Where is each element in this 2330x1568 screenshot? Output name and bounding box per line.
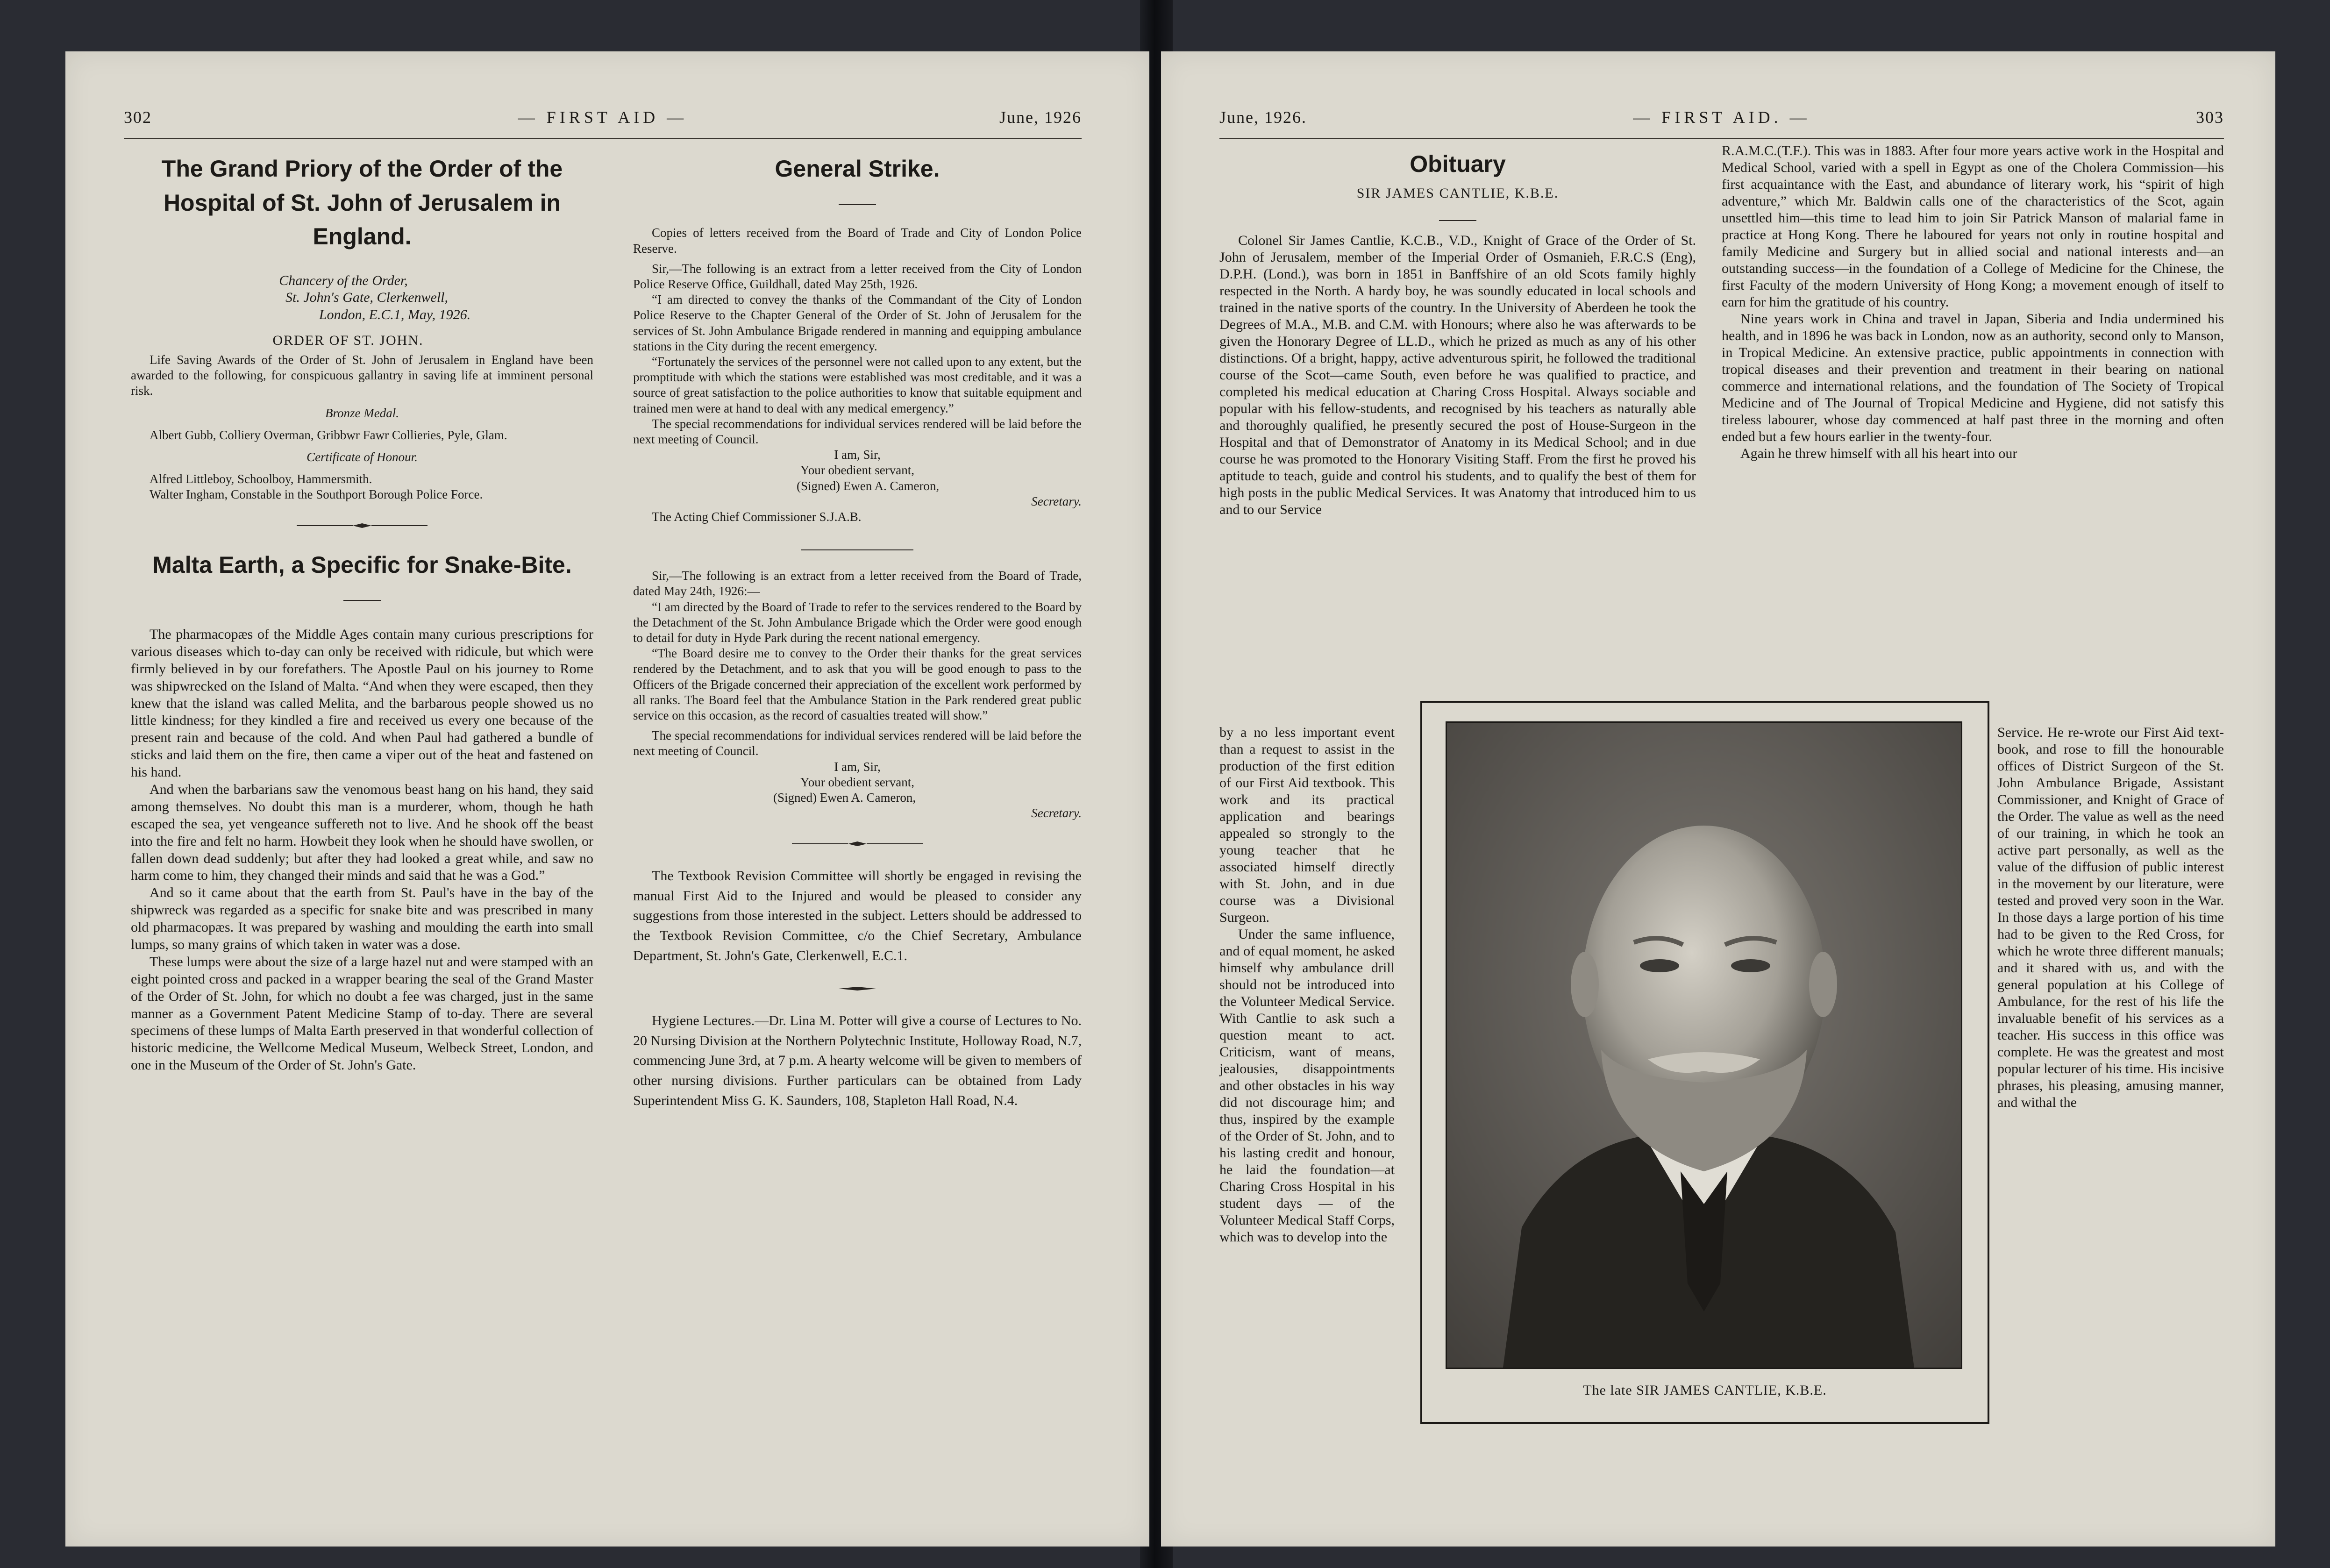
certificate-recipient-1: Alfred Littleboy, Schoolboy, Hammersmith. bbox=[150, 472, 372, 486]
bronze-medal-heading: Bronze Medal. bbox=[325, 406, 399, 420]
textbook-ornament bbox=[633, 980, 1082, 997]
priory-order-heading: ORDER OF ST. JOHN. bbox=[272, 333, 424, 349]
right-page-number: 303 bbox=[2196, 108, 2224, 127]
obituary-column-2 bbox=[1722, 143, 2224, 462]
priory-address-2: St. John's Gate, Clerkenwell, bbox=[285, 290, 449, 306]
strike-title: General Strike. bbox=[775, 156, 940, 182]
obituary-paragraph-4: Nine years work in China and travel in Japan, Siberia and India undermined his health, and in 1896 he was back in London, now as an authority, second only to Manson, in Tropical Medicine. An extensive practice, public appointments in connection with tropical diseases and their prevention and treatment in their bearing on national commerce and international relations, and the foundation of The Society of Tropical Medicine and of The Journal of Tropical Medicine and Hygiene, did not satisfy this tireless labourer, whose day commenced at half past three in the morning and often ended but a few hours earlier in the twenty-four. bbox=[1722, 311, 2224, 444]
strike-secretary-2: Secretary. bbox=[1031, 806, 1082, 820]
obituary-subtitle: SIR JAMES CANTLIE, K.B.E. bbox=[1356, 185, 1559, 201]
left-header-rule bbox=[124, 138, 1082, 139]
portrait-photo bbox=[1446, 721, 1962, 1369]
strike-secretary-1: Secretary. bbox=[1031, 494, 1082, 508]
obituary-paragraph-5b: Service. He re-wrote our First Aid text-book, and rose to fill the honourable offices of District Surgeon of the St. John Ambulance Brigade, Assistant Commissioner, and Knight of Grace of the Order. The value as well as the need of our training, in which he took an active part personally, as well as the value of the diffusion of public interest in the movement by our literature, were tested and proved very soon in the War. In those days a large portion of his time had to be given to the Red Cross, for which he wrote three different manuals; and it shared with us, and with the general population at his College of Ambulance, for the rest of his life the invaluable benefit of his services as a teacher. His success in this office was complete. He was the greatest and most popular lecturer of his time. His incisive phrases, his pleasing, amusing manner, and withal the bbox=[1997, 725, 2224, 1110]
left-page-number: 302 bbox=[124, 108, 152, 127]
strike-servant-1: Your obedient servant, bbox=[800, 463, 914, 478]
strike-special-1: The special recommendations for individual services rendered will be laid before the next meeting of Council. bbox=[633, 416, 1082, 447]
portrait-frame bbox=[1420, 701, 1989, 1424]
portrait-caption: The late SIR JAMES CANTLIE, K.B.E. bbox=[1583, 1383, 1827, 1398]
priory-address-3: London, E.C.1, May, 1926. bbox=[319, 307, 471, 323]
strike-letter2-intro: Sir,—The following is an extract from a letter received from the Board of Trade, dated May 24th, 1926:— bbox=[633, 569, 1082, 599]
malta-paragraph-3: And so it came about that the earth from St. Paul's have in the bay of the shipwreck was regarded as a specific for snake bite and was prescribed in many old pharmacopæs. It was prepared by washing and moulding the earth into small lumps, so many grains of which taken in water was a dose. bbox=[131, 885, 593, 952]
right-journal-title: — FIRST AID. — bbox=[1633, 108, 1810, 127]
left-column-1 bbox=[131, 152, 593, 1074]
strike-letter2-body: “I am directed by the Board of Trade to refer to the services rendered to the Board by the Detachment of the St. John Ambulance Brigade which the Order were good enough to detail for duty in Hyde Park during the recent national emergency. bbox=[633, 599, 1082, 645]
strike-letter2-body-2: “The Board desire me to convey to the Order their thanks for the great services rendered by the Detachment, and to ask that you will be good enough to pass to the Officers of the Brigade concerned their appreciation of the excellent work performed by all ranks. The Board feel that the Ambulance Station in the Park rendered great public service on this occasion, as the record of casualties treated will show.” bbox=[633, 646, 1082, 722]
obituary-paragraph-1: Colonel Sir James Cantlie, K.C.B., V.D., Knight of Grace of the Order of St. John of Jerusalem, member of the Imperial Order of Osmanieh, F.R.C.S (Eng), D.P.H. (Lond.), was born in 1851 in Banffshire of an old Scots family highly respected in the North. A hardy boy, he was soundly educated in local schools and trained in the native sports of the country. In the University of Aberdeen he took the Degrees of M.A., M.B. and C.M. with Honours; where also he was afterwards to be given the Honorary Degree of LL.D., which he prized as much as any of his other distinctions. Of a bright, happy, active adventurous spirit, he followed the traditional course of the Scot—came South, even before he was qualified to practice, and completed his medical education at Charing Cross Hospital. Always sociable and popular with his fellow-students, and recognised by his teachers as naturally able and thoroughly qualified, he presently secured the post of House-Surgeon in the Hospital and that of Demonstrator of Anatomy in its Medical School; and in due course he was promoted to the Honorary Visiting Staff. From the first he proved his aptitude to teach, guide and control his students, and to qualify the best of them for high posts in the public Medical Services. It was Anatomy that introduced him to us and to our Service bbox=[1219, 233, 1696, 518]
strike-signed-1: (Signed) Ewen A. Cameron, bbox=[797, 478, 940, 493]
obituary-title: Obituary bbox=[1410, 151, 1506, 177]
obituary-paragraph-1b: by a no less important event than a request to assist in the production of the first edition of our First Aid textbook. This work and its practical application and bearings appealed so strongly to the young teacher that he associated himself directly with St. John, and in due course was a Divisional Surgeon. bbox=[1219, 725, 1395, 925]
hygiene-lectures: Hygiene Lectures.—Dr. Lina M. Potter will give a course of Lectures to No. 20 Nursing Division at the Northern Polytechnic Institute, Holloway Road, N.7, commencing June 3rd, at 7 p.m. A hearty welcome will be given to members of other nursing divisions. Further particulars can be obtained from Lady Superintendent Miss G. K. Saunders, 108, Stapleton Hall Road, N.4. bbox=[633, 1013, 1082, 1108]
obituary-side-column bbox=[1997, 724, 2224, 1111]
strike-letter1-body-2: “Fortunately the services of the personnel were not called upon to any extent, but the promptitude with which the stations were established was most creditable, and it was a source of great satisfaction to the police authorities to know that suitable equipment and trained men were at hand to deal with any medical emergency.” bbox=[633, 355, 1082, 415]
left-journal-title: — FIRST AID — bbox=[518, 108, 688, 127]
obituary-dash bbox=[1219, 208, 1696, 226]
strike-signed-2: (Signed) Ewen A. Cameron, bbox=[773, 790, 916, 805]
obituary-paragraph-2: Under the same influence, and of equal moment, he asked himself why ambulance drill should not be introduced into the Volunteer Medical Service. With Cantlie to ask such a question meant to act. Criticism, want of means, jealousies, disappointments and other obstacles in his way did not discourage him; and thus, inspired by the example of the Order of St. John, and to his lasting credit and honour, he laid the foundation—at Charing Cross Hospital in his student days — of the Volunteer Medical Staff Corps, which was to develop into the bbox=[1219, 927, 1395, 1245]
section-ornament bbox=[131, 517, 593, 534]
malta-paragraph-2: And when the barbarians saw the venomous beast hang on his hand, they said among themselves. No doubt this man is a murderer, whom, though he hath escaped the sea, yet vengeance suffereth not to live. And he shook off the beast into the fire and felt no harm. Howbeit they look when he should have swollen, or fallen down dead suddenly; but after they had looked a great while, and saw no harm come to him, they changed their minds and said that he was a God.” bbox=[131, 781, 593, 884]
strike-servant-2: Your obedient servant, bbox=[800, 775, 914, 789]
strike-intro: Copies of letters received from the Board of Trade and City of London Police Reserve. bbox=[633, 226, 1082, 256]
obituary-paragraph-5a: Again he threw himself with all his heart into our bbox=[1740, 446, 2017, 461]
right-issue-date: June, 1926. bbox=[1219, 108, 1307, 127]
left-column-2 bbox=[633, 152, 1082, 1111]
strike-letter1-intro: Sir,—The following is an extract from a letter received from the City of London Police Reserve Office, Guildhall, dated May 25th, 1926. bbox=[633, 261, 1082, 291]
strike-ornament bbox=[633, 835, 1082, 852]
priory-address-1: Chancery of the Order, bbox=[279, 272, 408, 288]
priory-title: The Grand Priory of the Order of the Hospital of St. John of Jerusalem in England. bbox=[161, 156, 563, 249]
textbook-notice: The Textbook Revision Committee will shortly be engaged in revising the manual First Aid to the Injured and would be pleased to consider any suggestions from those interested in the subject. Letters should be addressed to the Textbook Revision Committee, c/o the Chief Secretary, Ambulance Department, St. John's Gate, Clerkenwell, E.C.1. bbox=[633, 868, 1082, 963]
obituary-narrow-column bbox=[1219, 724, 1395, 1246]
certificate-heading: Certificate of Honour. bbox=[306, 450, 418, 464]
obituary-column-1 bbox=[1219, 147, 1696, 518]
strike-letter1-body: “I am directed to convey the thanks of the Commandant of the City of London Police Reserve to the Chapter General of the Order of St. John of Jerusalem for the services of St. John Ambulance Brigade rendered in manning and equipping ambulance stations in the City during the recent emergency. bbox=[633, 292, 1082, 353]
right-header-rule bbox=[1219, 138, 2224, 139]
priory-intro: Life Saving Awards of the Order of St. John of Jerusalem in England have been awarded to the following, for conspicuous gallantry in saving life at imminent personal risk. bbox=[131, 353, 593, 398]
left-running-head bbox=[124, 107, 1082, 135]
left-page bbox=[65, 51, 1149, 1547]
right-running-head bbox=[1219, 107, 2224, 135]
strike-i-am-sir-2: I am, Sir, bbox=[834, 759, 881, 774]
strike-title-dash bbox=[633, 192, 1082, 210]
malta-paragraph-4: These lumps were about the size of a large hazel nut and were stamped with an eight pointed cross and packed in a wrapper bearing the seal of the Grand Master of the Order of St. John, for which no doubt a fee was charged, just in the same manner as a Government Patent Medicine Stamp of to-day. There are several specimens of these lumps of Malta Earth preserved in that wonderful collection of historic medicine, the Wellcome Medical Museum, Welbeck Street, London, and one in the Museum of the Order of St. John's Gate. bbox=[131, 954, 593, 1073]
malta-title-dash bbox=[131, 588, 593, 606]
malta-paragraph-1: The pharmacopæs of the Middle Ages contain many curious prescriptions for various diseases which to-day can only be received with ridicule, but which were firmly believed in by our forefathers. The Apostle Paul on his journey to Rome was shipwrecked on the Island of Malta. “And when they were escaped, then they knew that the island was called Melita, and the barbarous people showed us no little kindness; for they kindled a fire and received us every one because of the present rain and because of the cold. And when Paul had gathered a bundle of sticks and laid them on the fire, then came a viper out of the heat and fastened on his hand. bbox=[131, 626, 593, 780]
bronze-medal-recipient: Albert Gubb, Colliery Overman, Gribbwr Fawr Collieries, Pyle, Glam. bbox=[150, 428, 507, 442]
strike-divider bbox=[633, 538, 1082, 555]
strike-special-2: The special recommendations for individual services rendered will be laid before the next meeting of Council. bbox=[633, 728, 1082, 758]
left-issue-date: June, 1926 bbox=[999, 108, 1082, 127]
malta-title: Malta Earth, a Specific for Snake-Bite. bbox=[152, 551, 572, 578]
certificate-recipient-2: Walter Ingham, Constable in the Southport Borough Police Force. bbox=[150, 487, 483, 502]
strike-commissioner: The Acting Chief Commissioner S.J.A.B. bbox=[652, 510, 862, 524]
obituary-paragraph-3: R.A.M.C.(T.F.). This was in 1883. After four more years active work in the Hospital and Medical School, varied with a spell in Egypt as one of the Cholera Commission—his first acquaintance with the East, and abundance of literary work, his “spirit of high adventure,” which Mr. Baldwin calls one of the characteristics of the Scot, again unsettled him—this time to lead him to join Sir Patrick Manson of malarial fame in practice at Hong Kong. There he laboured for years not only in routine hospital and family Medicine and Surgery but in allied social and national interests and—an outstanding success—in the foundation of a College of Medicine for the Chinese, the first Faculty of the modern University of Hong Kong; a movement enough of itself to earn for him the gratitude of his country. bbox=[1722, 143, 2224, 310]
strike-i-am-sir-1: I am, Sir, bbox=[834, 448, 881, 462]
